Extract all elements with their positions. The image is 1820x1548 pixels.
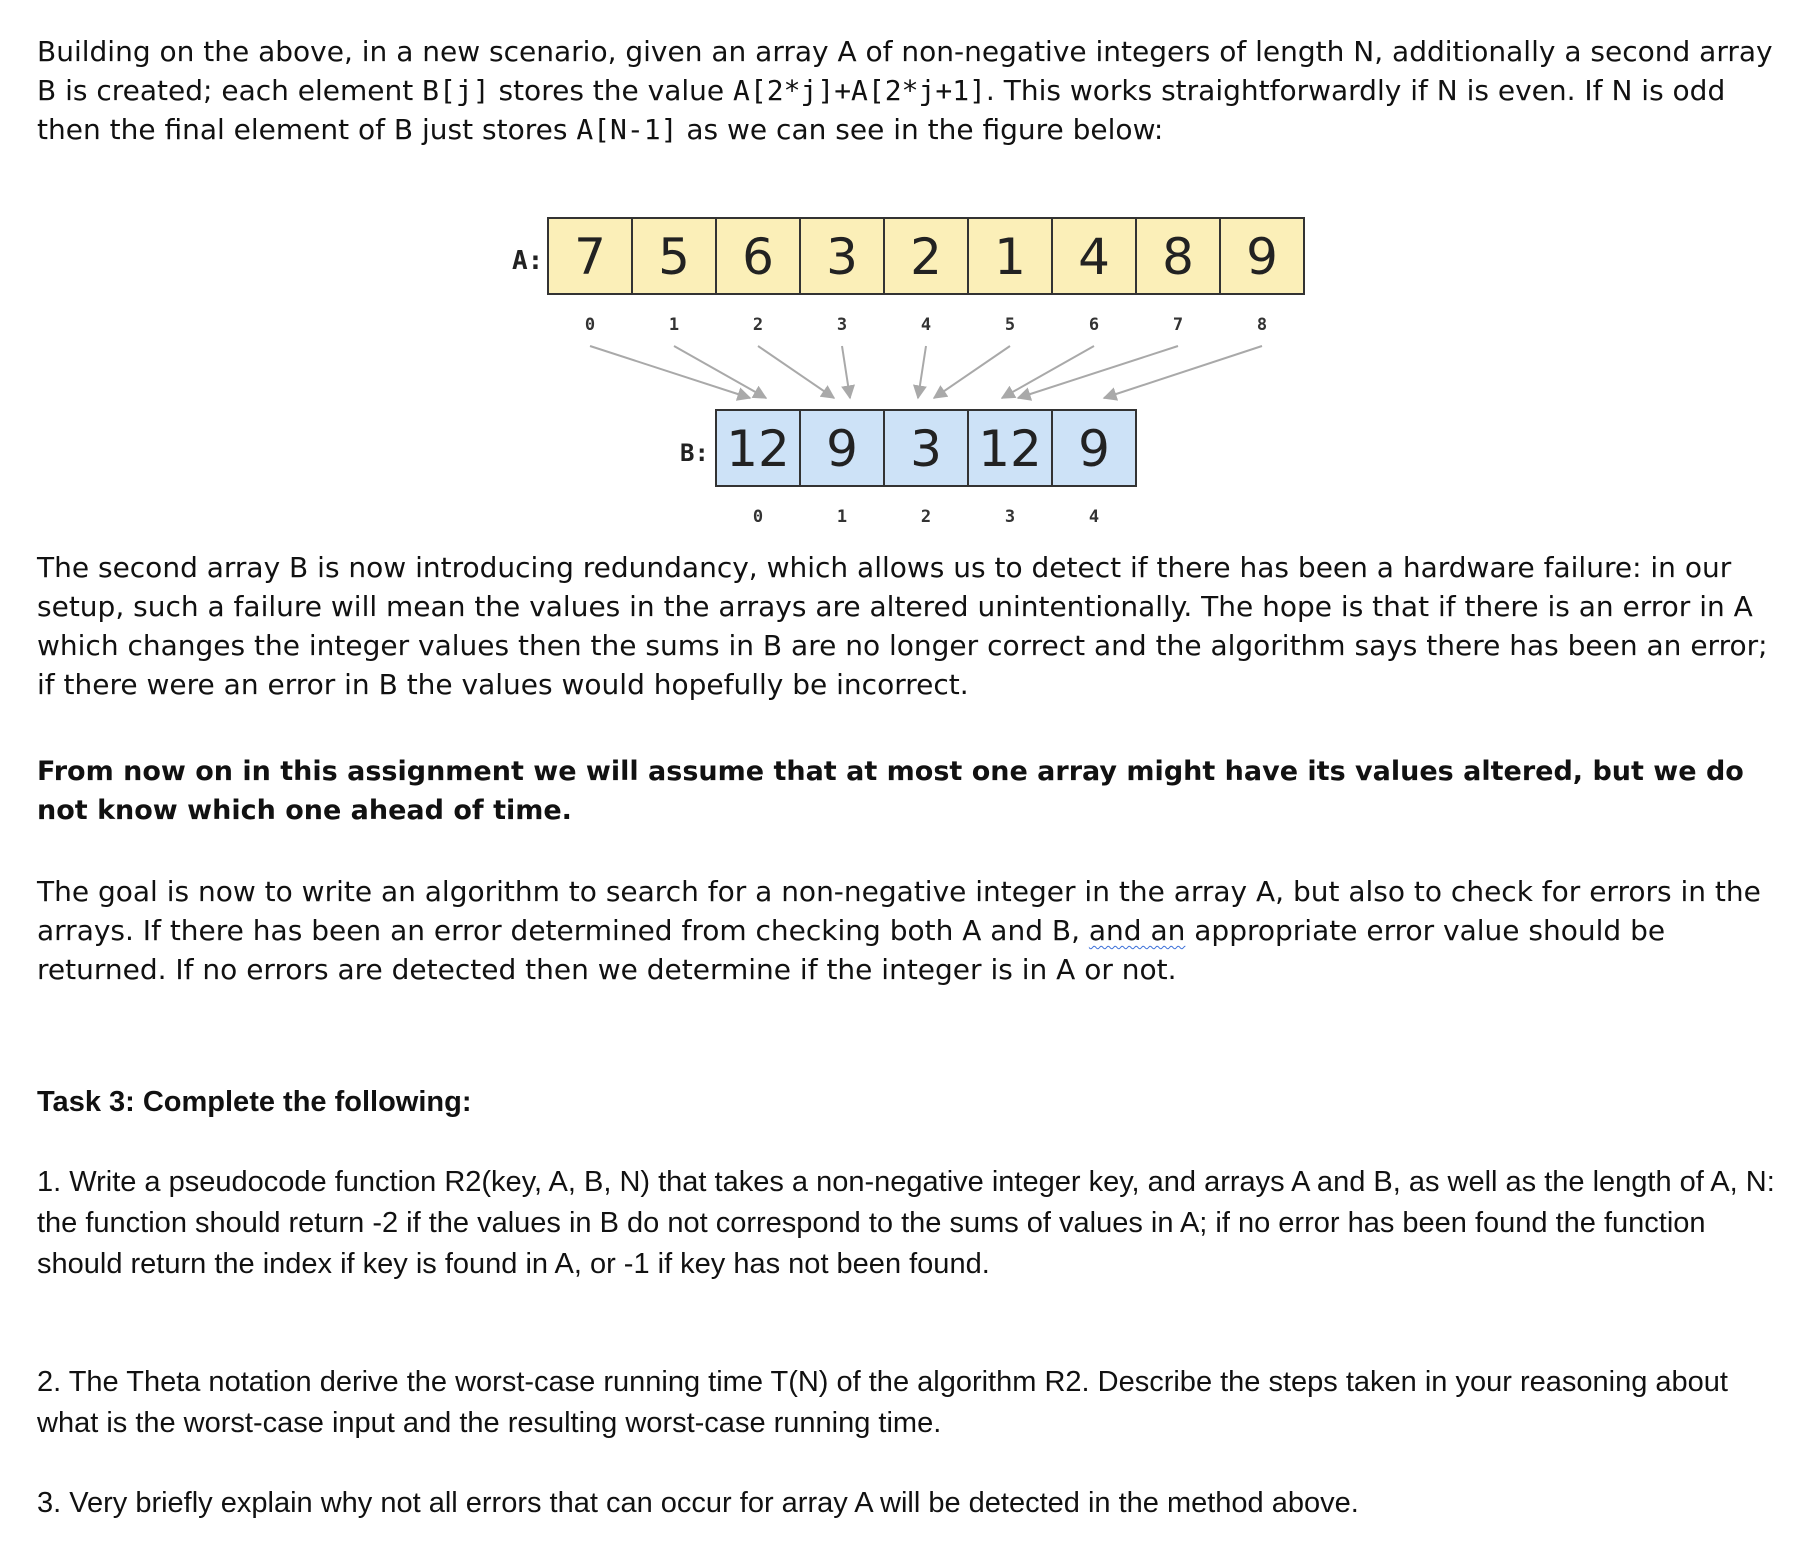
array-a-cell (1052, 218, 1136, 294)
mapping-arrow (918, 346, 926, 398)
array-a-value: 2 (910, 228, 942, 286)
array-b-index: 4 (1088, 507, 1100, 527)
array-b-cell (968, 410, 1052, 486)
intro-text-1: Building on the above, in a new scenario, given an array A of non-negative integers of length N, additionally a second array B is created; each element (37, 35, 1773, 107)
array-a-value: 6 (742, 228, 774, 286)
array-a-index: 7 (1172, 315, 1184, 335)
task-heading: Task 3: Complete the following: (37, 1086, 472, 1118)
array-a-index: 8 (1256, 315, 1268, 335)
intro-text-3: . This works straightforwardly if N is even. If N is odd then the final element of B just stores (37, 74, 1726, 146)
array-a-cell (716, 218, 800, 294)
array-b-cell (716, 410, 800, 486)
goal-text-1: The goal is now to write an algorithm to search for a non-negative integer in the array A, but also to check for errors in the arrays. If there has been an error determined from checking both A and B, (37, 875, 1761, 947)
array-a-value: 7 (574, 228, 606, 286)
array-b-cell (1052, 410, 1136, 486)
array-a-value: 1 (994, 228, 1026, 286)
array-b-value: 9 (1078, 420, 1110, 478)
mapping-arrow (1104, 346, 1262, 398)
array-a-value: 8 (1162, 228, 1194, 286)
mapping-arrow (674, 346, 766, 398)
assumption-paragraph: From now on in this assignment we will assume that at most one array might have its values altered, but we do not know which one ahead of time. (37, 756, 1744, 826)
code-b-j: B[j] (422, 74, 490, 107)
goal-paragraph (37, 872, 1777, 989)
array-a-value: 4 (1078, 228, 1110, 286)
redundancy-paragraph: The second array B is now introducing redundancy, which allows us to detect if there has been a hardware failure: in our setup, such a failure will mean the values in the arrays are altered unintentionally. The hope is that if there is an error in A which changes the integer values then the sums in B are no longer correct and the algorithm says there has been an error; if there were an error in B the values would hopefully be incorrect. (37, 551, 1768, 701)
intro-text-2: stores the value (489, 74, 734, 107)
array-figure (0, 0, 1820, 540)
mapping-arrow (842, 346, 850, 398)
mapping-arrow (1002, 346, 1094, 398)
task-item-1: 1. Write a pseudocode function R2(key, A, B, N) that takes a non-negative integer key, and arrays A and B, as well as the length of A, N: the function should return -2 if the values in B do not correspond to the sums of values in A; if no error has been found the function should return the index if key is found in A, or -1 if key has not been found. (37, 1166, 1775, 1280)
array-b-index: 3 (1004, 507, 1016, 527)
array-a-index: 5 (1004, 315, 1016, 335)
array-b-cell (884, 410, 968, 486)
mapping-arrow (934, 346, 1010, 398)
array-a-cell (1136, 218, 1220, 294)
array-a-cell (800, 218, 884, 294)
array-b-index: 2 (920, 507, 932, 527)
array-a-cell (1220, 218, 1304, 294)
intro-text-4: as we can see in the figure below: (677, 113, 1164, 146)
array-a-value: 5 (658, 228, 690, 286)
array-a-index: 6 (1088, 315, 1100, 335)
spellcheck-flagged-text: and an (1088, 914, 1186, 947)
array-a-index: 2 (752, 315, 764, 335)
task-item-2: 2. The Theta notation derive the worst-case running time T(N) of the algorithm R2. Describe the steps taken in your reasoning about what is the worst-case input and the resulting worst-case running time. (37, 1366, 1728, 1439)
array-a-cell (884, 218, 968, 294)
array-b-index: 1 (836, 507, 848, 527)
array-a-cell (632, 218, 716, 294)
array-a-index: 1 (668, 315, 680, 335)
mapping-arrow (1018, 346, 1178, 398)
array-b-value: 12 (978, 420, 1042, 478)
mapping-arrow (758, 346, 834, 398)
array-a-index: 4 (920, 315, 932, 335)
array-b-value: 3 (910, 420, 942, 478)
array-a-label: A: (512, 246, 544, 276)
array-a-cell (548, 218, 632, 294)
array-a-index: 3 (836, 315, 848, 335)
array-a-value: 9 (1246, 228, 1278, 286)
code-a-n-minus-1: A[N-1] (576, 113, 678, 146)
code-sum-expression: A[2*j]+A[2*j+1] (733, 74, 986, 107)
array-b-value: 12 (726, 420, 790, 478)
array-b-index: 0 (752, 507, 764, 527)
array-a-value: 3 (826, 228, 858, 286)
array-b-value: 9 (826, 420, 858, 478)
goal-text-2: appropriate error value should be returned. If no errors are detected then we determine if the integer is in A or not. (37, 914, 1666, 986)
task-item-3: 3. Very briefly explain why not all errors that can occur for array A will be detected in the method above. (37, 1487, 1359, 1519)
array-b-cell (800, 410, 884, 486)
array-a-cell (968, 218, 1052, 294)
array-a-index: 0 (584, 315, 596, 335)
array-b-label: B: (680, 439, 709, 467)
mapping-arrow (590, 346, 750, 398)
